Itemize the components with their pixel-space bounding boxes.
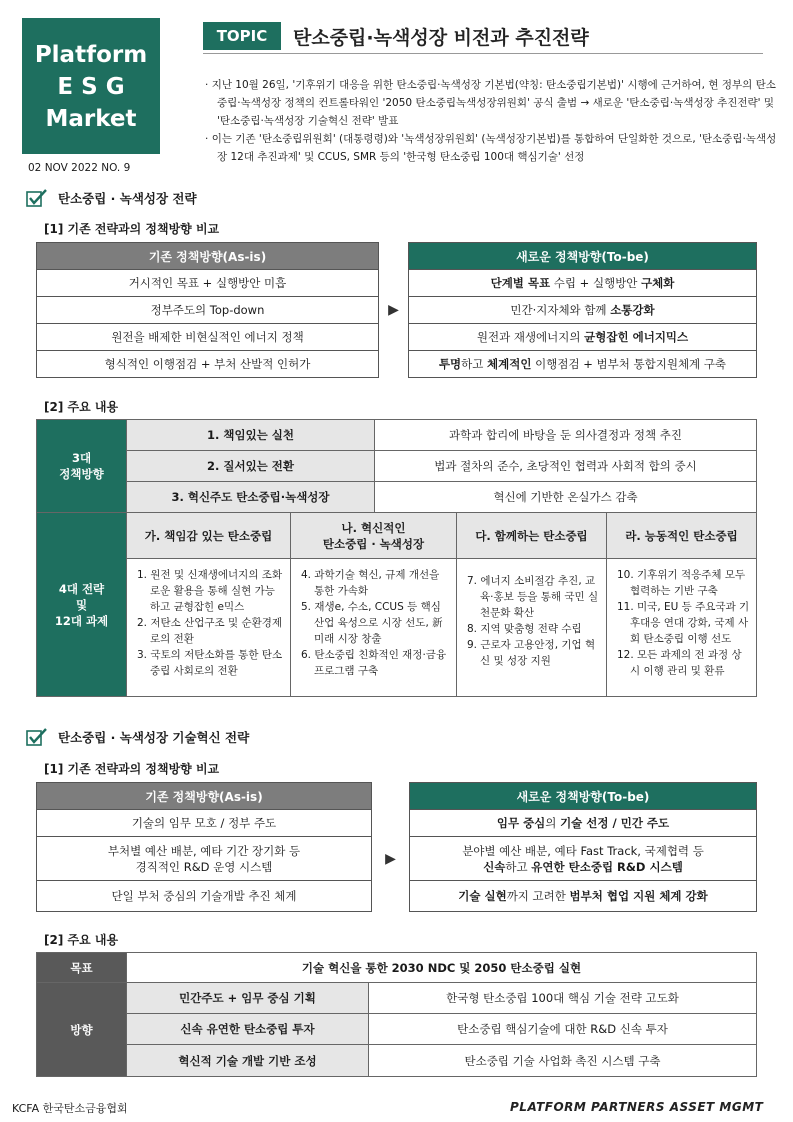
- text-run: 분야별 예산 배분, 예타 Fast Track, 국제협력 등: [462, 843, 704, 858]
- direction-name-3: 혁신적 기술 개발 기반 조성: [127, 1045, 369, 1077]
- intro-bullet-2-text: 이는 기존 '탄소중립위원회' (대통령령)와 '녹색성장위원회' (녹색성장기본법)를 통합하여 단일화한 것으로, '탄소중립·녹색성장 12대 추진과제' 및 CCUS, SMR 등의 '한국형 탄소중립 100대 핵심기술' 선정: [211, 133, 777, 163]
- asis-row-2: 정부주도의 Top-down: [37, 297, 379, 324]
- policy-name-3: 3. 혁신주도 탄소중립·녹색성장: [127, 482, 375, 513]
- policy-desc-2: 법과 절차의 준수, 초당적인 협력과 사회적 합의 중시: [375, 451, 757, 482]
- asis-row-3: 단일 부처 중심의 기술개발 추진 체계: [37, 881, 372, 912]
- asis-row-3: 원전을 배제한 비현실적인 에너지 정책: [37, 324, 379, 351]
- text-run: 소통강화: [610, 303, 655, 317]
- strategy-title-3: 다. 함께하는 탄소중립: [457, 513, 607, 559]
- spacer: [379, 270, 409, 297]
- section-1-title: 탄소중립 · 녹색성장 전략: [58, 191, 197, 206]
- direction-name-1: 민간주도 + 임무 중심 기획: [127, 983, 369, 1014]
- group-label-4-strategies: 4대 전략 및 12대 과제: [37, 513, 127, 697]
- text-run: 투명: [438, 357, 462, 371]
- section-1-sub-1: [1] 기존 전략과의 정책방향 비교: [44, 222, 220, 236]
- text-run: 구체화: [641, 276, 675, 290]
- policy-name-1: 1. 책임있는 실천: [127, 420, 375, 451]
- list-item: 12. 모든 과제의 전 과정 상시 이행 관리 및 환류: [617, 649, 742, 677]
- text-run: 민간·지자체와 함께: [510, 303, 611, 317]
- tobe-row-3: [410, 881, 757, 912]
- tobe-row-2: [410, 837, 757, 881]
- text-run: 수립 + 실행방안: [550, 276, 642, 290]
- asis-row-1: 거시적인 목표 + 실행방안 미흡: [37, 270, 379, 297]
- section-2-sub-2: [2] 주요 내용: [44, 933, 119, 947]
- list-item: 10. 기후위기 적응주체 모두 협력하는 기반 구축: [617, 569, 746, 597]
- text-run: 기술 실현: [458, 889, 507, 903]
- text-run: 단계별 목표: [490, 276, 551, 290]
- direction-desc-1: 한국형 탄소중립 100대 핵심 기술 전략 고도화: [369, 983, 757, 1014]
- strategy-items-4: [607, 559, 757, 697]
- spacer: [379, 243, 409, 270]
- list-item: 8. 지역 맞춤형 전략 수립: [467, 623, 582, 635]
- list-item: 5. 재생e, 수소, CCUS 등 핵심산업 육성으로 시장 선도, 新 미래 시장 창출: [301, 601, 443, 645]
- intro-text: [203, 76, 783, 166]
- direction-name-2: 신속 유연한 탄소중립 투자: [127, 1014, 369, 1045]
- text-run: 신속: [483, 859, 506, 874]
- tobe-header: 새로운 정책방향(To-be): [409, 243, 757, 270]
- section-1-sub-2: [2] 주요 내용: [44, 400, 119, 414]
- strategy-title-4: 라. 능동적인 탄소중립: [607, 513, 757, 559]
- strategy-items-2: [291, 559, 457, 697]
- tobe-row-3: [409, 324, 757, 351]
- goal-text: 기술 혁신을 통한 2030 NDC 및 2050 탄소중립 실현: [127, 953, 757, 983]
- checkbox-check-icon: [26, 727, 48, 747]
- policy-desc-3: 혁신에 기반한 온실가스 감축: [375, 482, 757, 513]
- section-1-main-table: [36, 419, 757, 697]
- topic-header: [203, 22, 763, 54]
- text-run: 의: [545, 816, 561, 830]
- asis-header: 기존 정책방향(As-is): [37, 783, 372, 810]
- tobe-row-1: [409, 270, 757, 297]
- direction-label: 방향: [37, 983, 127, 1077]
- text-run: 원전과 재생에너지의: [476, 330, 585, 344]
- footer-kcfa: KCFA 한국탄소금융협회: [12, 1102, 128, 1115]
- right-arrow-icon: ▶: [388, 302, 399, 318]
- list-item: 9. 근로자 고용안정, 기업 혁신 및 성장 지원: [467, 639, 596, 667]
- group-label-3-policies: 3대 정책방향: [37, 420, 127, 513]
- tobe-row-1: [410, 810, 757, 837]
- tobe-header: 새로운 정책방향(To-be): [410, 783, 757, 810]
- goal-label: 목표: [37, 953, 127, 983]
- strategy-items-3: [457, 559, 607, 697]
- list-item: 6. 탄소중립 친화적인 재정·금융 프로그램 구축: [301, 649, 447, 677]
- spacer: [379, 324, 409, 351]
- text-run: 유연한 탄소중립 R&D 시스템: [531, 859, 683, 874]
- text-run: 까지 고려한: [506, 889, 570, 903]
- strategy-items-1: [127, 559, 291, 697]
- section-2-main-table: [36, 952, 757, 1077]
- asis-header: 기존 정책방향(As-is): [37, 243, 379, 270]
- intro-bullet-2: · 이는 기존 '탄소중립위원회' (대통령령)와 '녹색성장위원회' (녹색성장기본법)를 통합하여 단일화한 것으로, '탄소중립·녹색성장 12대 추진과제' 및 CCUS, SMR 등의 '한국형 탄소중립 100대 핵심기술' 선정: [205, 133, 777, 163]
- asis-row-2: 부처별 예산 배분, 예타 기간 장기화 등 경직적인 R&D 운영 시스템: [37, 837, 372, 881]
- text-run: 범부처 협업 지원 체계 강화: [569, 889, 708, 903]
- tobe-row-2: [409, 297, 757, 324]
- topic-tag: TOPIC: [203, 22, 281, 50]
- strategy-title-2: 나. 혁신적인 탄소중립 · 녹색성장: [291, 513, 457, 559]
- text-run: 기술 선정 / 민간 주도: [560, 816, 670, 830]
- list-item: 4. 과학기술 혁신, 규제 개선을 통한 가속화: [301, 569, 440, 597]
- text-run: 하고: [505, 859, 532, 874]
- spacer: [379, 351, 409, 378]
- text-run: 임무 중심: [496, 816, 546, 830]
- section-1-comparison-table: [36, 242, 757, 378]
- spacer: [372, 783, 410, 810]
- section-2-sub-1: [1] 기존 전략과의 정책방향 비교: [44, 762, 220, 776]
- spacer: [372, 810, 410, 837]
- direction-desc-3: 탄소중립 기술 사업화 촉진 시스템 구축: [369, 1045, 757, 1077]
- intro-bullet-1-text: 지난 10월 26일, '기후위기 대응을 위한 탄소중립·녹색성장 기본법(약칭: 탄소중립기본법)' 시행에 근거하여, 현 정부의 탄소중립·녹색성장 정책의 컨트롤타워인 '2050 탄소중립녹색성장위원회' 공식 출범 → 새로운 '탄소중립·녹색성장 추진전략' 및 '탄소중립·녹색성장 기술혁신 전략' 발표: [211, 79, 776, 127]
- list-item: 1. 원전 및 신재생에너지의 조화로운 활용을 통해 실현 가능하고 균형잡힌 e믹스: [137, 569, 283, 613]
- page-title: 탄소중립·녹색성장 비전과 추진전략: [293, 27, 589, 49]
- text-run: 균형잡힌 에너지믹스: [584, 330, 689, 344]
- strategy-title-1: 가. 책임감 있는 탄소중립: [127, 513, 291, 559]
- asis-row-4: 형식적인 이행점검 + 부처 산발적 인허가: [37, 351, 379, 378]
- footer-platform-partners: PLATFORM PARTNERS ASSET MGMT: [510, 1100, 764, 1114]
- policy-name-2: 2. 질서있는 전환: [127, 451, 375, 482]
- list-item: 2. 저탄소 산업구조 및 순환경제로의 전환: [137, 617, 283, 645]
- logo-line-2: E S G: [57, 74, 125, 100]
- platform-esg-market-logo: [22, 18, 160, 154]
- checkbox-check-icon: [26, 188, 48, 208]
- intro-bullet-1: · 지난 10월 26일, '기후위기 대응을 위한 탄소중립·녹색성장 기본법(약칭: 탄소중립기본법)' 시행에 근거하여, 현 정부의 탄소중립·녹색성장 정책의 컨트롤타워인 '2050 탄소중립녹색성장위원회' 공식 출범 → 새로운 '탄소중립·녹색성장 추진전략' 및 '탄소중립·녹색성장 기술혁신 전략' 발표: [205, 79, 776, 127]
- direction-desc-2: 탄소중립 핵심기술에 대한 R&D 신속 투자: [369, 1014, 757, 1045]
- section-2-comparison-table: [36, 782, 757, 912]
- spacer: [372, 881, 410, 912]
- text-run: 하고: [461, 357, 488, 371]
- issue-date: 02 NOV 2022 NO. 9: [28, 162, 131, 174]
- right-arrow-icon: ▶: [385, 850, 396, 867]
- logo-line-3: Market: [45, 106, 137, 132]
- logo-line-1: Platform: [34, 42, 148, 68]
- section-2-heading: [26, 727, 249, 747]
- asis-row-1: 기술의 임무 모호 / 정부 주도: [37, 810, 372, 837]
- section-2-title: 탄소중립 · 녹색성장 기술혁신 전략: [58, 730, 250, 745]
- section-1-heading: [26, 188, 197, 208]
- policy-desc-1: 과학과 합리에 바탕을 둔 의사결정과 정책 추진: [375, 420, 757, 451]
- text-run: 체계적인: [487, 357, 532, 371]
- list-item: 7. 에너지 소비절감 추진, 교육·홍보 등을 통해 국민 실천문화 확산: [467, 575, 599, 619]
- list-item: 3. 국토의 저탄소화를 통한 탄소중립 사회로의 전환: [137, 649, 283, 677]
- text-run: 이행점검 + 범부처 통합지원체계 구축: [531, 357, 727, 371]
- list-item: 11. 미국, EU 등 주요국과 기후대응 연대 강화, 국제 사회 탄소중립 이행 선도: [617, 601, 750, 645]
- tobe-row-4: [409, 351, 757, 378]
